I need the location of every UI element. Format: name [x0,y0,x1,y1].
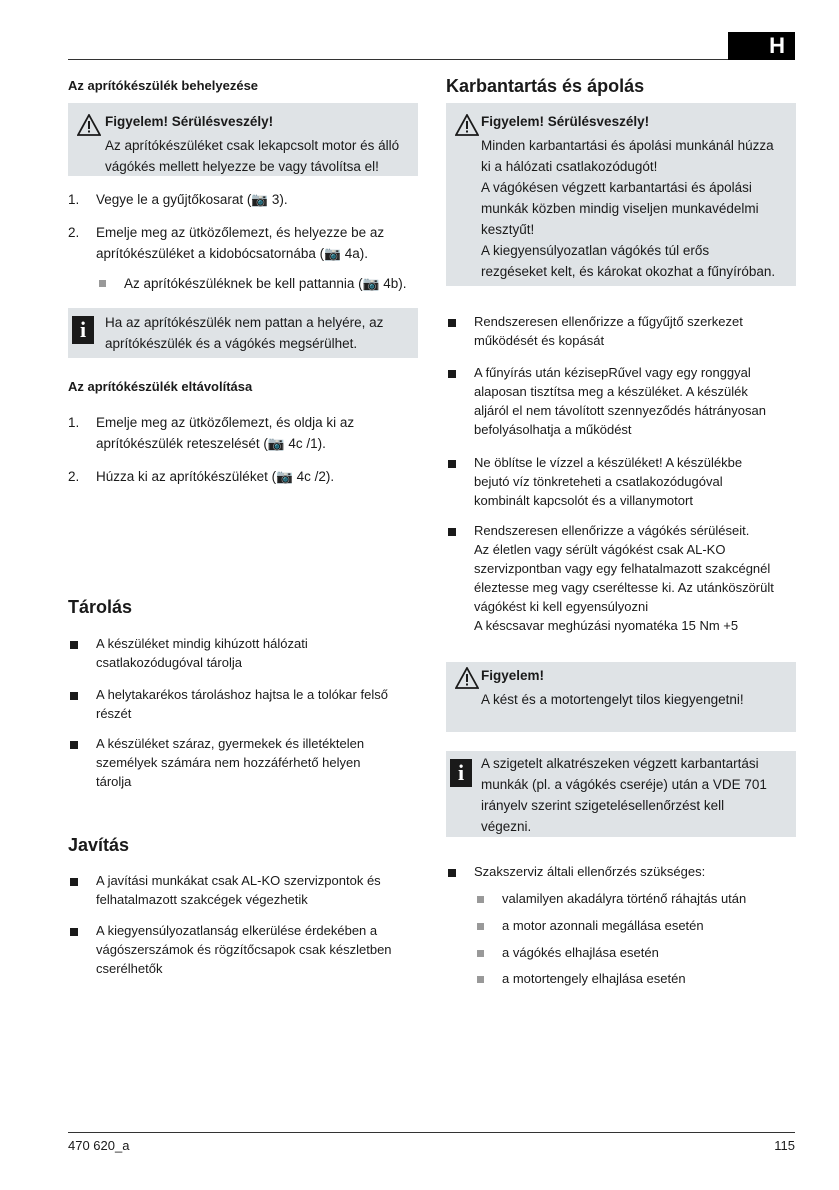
sub-bullet-marker [477,923,484,930]
insert-info-box [68,308,418,358]
insert-heading: Az aprítókészülék behelyezése [68,78,259,93]
service-item-2: a motor azonnali megállása esetén [502,918,704,933]
bullet-marker [448,460,456,468]
bullet-marker [70,741,78,749]
maintenance-bullet-1: Rendszeresen ellenőrizze a fűgyűjtő szerkezet működését és kopását [474,314,743,348]
maintenance-bullet-3: Ne öblítse le vízzel a készüléket! A készülékbe bejutó víz tönkreteheti a csatlakozódugóval kombinált kapcsolót és a villanymotort [474,455,743,508]
maintenance-bullet-4: Rendszeresen ellenőrizze a vágókés sérüléseit. Az életlen vagy sérült vágókést csak AL-KO szervizpontban vagy egy felhatalmazott szakcégnél éleztesse meg vagy cseréltesse ki. Az utánköszörült vágókést ki kell egyensúlyozni A késcsavar meghúzási nyomatéka 15 Nm +5 [474,523,774,633]
sub-bullet-marker [477,896,484,903]
maintenance-heading: Karbantartás és ápolás [446,76,645,96]
bullet-marker [448,370,456,378]
sub-bullet-marker [477,976,484,983]
blade-warning-box [446,662,796,732]
insert-subbullet: Az aprítókészüléknek be kell pattannia (📷 4b). [124,276,407,291]
remove-heading: Az aprítókészülék eltávolítása [68,379,253,394]
document-number: 470 620_a [68,1138,130,1153]
storage-bullet-2: A helytakarékos tároláshoz hajtsa le a tolókar felső részét [96,687,388,721]
blade-warning-text: A kést és a motortengelyt tilos kiegyengetni! [481,692,744,707]
repair-bullet-2: A kiegyensúlyozatlanság elkerülése érdekében a vágószerszámok és rögzítőcsapok csak készletben cserélhetők [96,923,392,976]
bottom-rule [68,1132,795,1133]
insert-warning-text: Az aprítókészüléket csak lekapcsolt motor és álló vágókés mellett helyezze be vagy távolítsa el! [105,138,400,174]
insert-warning-box [68,103,418,176]
maintenance-warning-text: Minden karbantartási és ápolási munkánál húzza ki a hálózati csatlakozódugót! A vágókésen végzett karbantartási és ápolási munkák közben mindig viseljen munkavédelmi kesztyűt! A kiegyensúlyozatlan vágókés túl erős rezgéseket kelt, és károkat okozhat a fűnyíróban. [481,138,776,279]
vde-info-box [446,751,796,837]
repair-bullet-1: A javítási munkákat csak AL-KO szervizpontok és felhatalmazott szakcégek végezhetik [96,873,381,907]
insert-warning-title: Figyelem! Sérülésveszély! [105,114,274,129]
warning-triangle-icon [455,667,479,689]
maintenance-warning-title: Figyelem! Sérülésveszély! [481,114,650,129]
bullet-marker [70,928,78,936]
page-number: 115 [774,1138,795,1153]
top-rule [68,59,795,60]
storage-heading: Tárolás [68,597,133,617]
bullet-marker [70,692,78,700]
maintenance-bullet-2: A fűnyírás után kézisepRűvel vagy egy ronggyal alaposan tisztítsa meg a készüléket. A készülék aljáról el nem távolított szennyeződés hátrányosan befolyásolhatja a működést [474,365,766,437]
storage-bullet-3: A készüléket száraz, gyermekek és illetéktelen személyek számára nem hozzáférhető helyen tárolja [96,736,365,789]
language-tab: H [728,32,795,60]
warning-triangle-icon [77,114,101,136]
maintenance-warning-box [446,103,796,286]
bullet-marker [448,319,456,327]
sub-bullet-marker [477,950,484,957]
vde-info-text: A szigetelt alkatrészeken végzett karbantartási munkák (pl. a vágókés cseréje) után a VDE 701 irányelv szerint szigetelésellenőrzést kell végezni. [481,756,767,834]
bullet-marker [448,528,456,536]
insert-info-text: Ha az aprítókészülék nem pattan a helyére, az aprítókészülék és a vágókés megsérülhet. [105,315,384,351]
repair-heading: Javítás [68,835,130,855]
blade-warning-title: Figyelem! [481,668,545,683]
service-item-3: a vágókés elhajlása esetén [502,945,659,960]
bullet-marker [70,878,78,886]
service-item-4: a motortengely elhajlása esetén [502,971,686,986]
bullet-marker [70,641,78,649]
service-intro: Szakszerviz általi ellenőrzés szükséges: [474,864,706,879]
info-icon: i [450,759,472,787]
sub-bullet-marker [99,280,106,287]
service-item-1: valamilyen akadályra történő ráhajtás után [502,891,747,906]
warning-triangle-icon [455,114,479,136]
bullet-marker [448,869,456,877]
info-icon: i [72,316,94,344]
storage-bullet-1: A készüléket mindig kihúzott hálózati csatlakozódugóval tárolja [96,636,308,670]
